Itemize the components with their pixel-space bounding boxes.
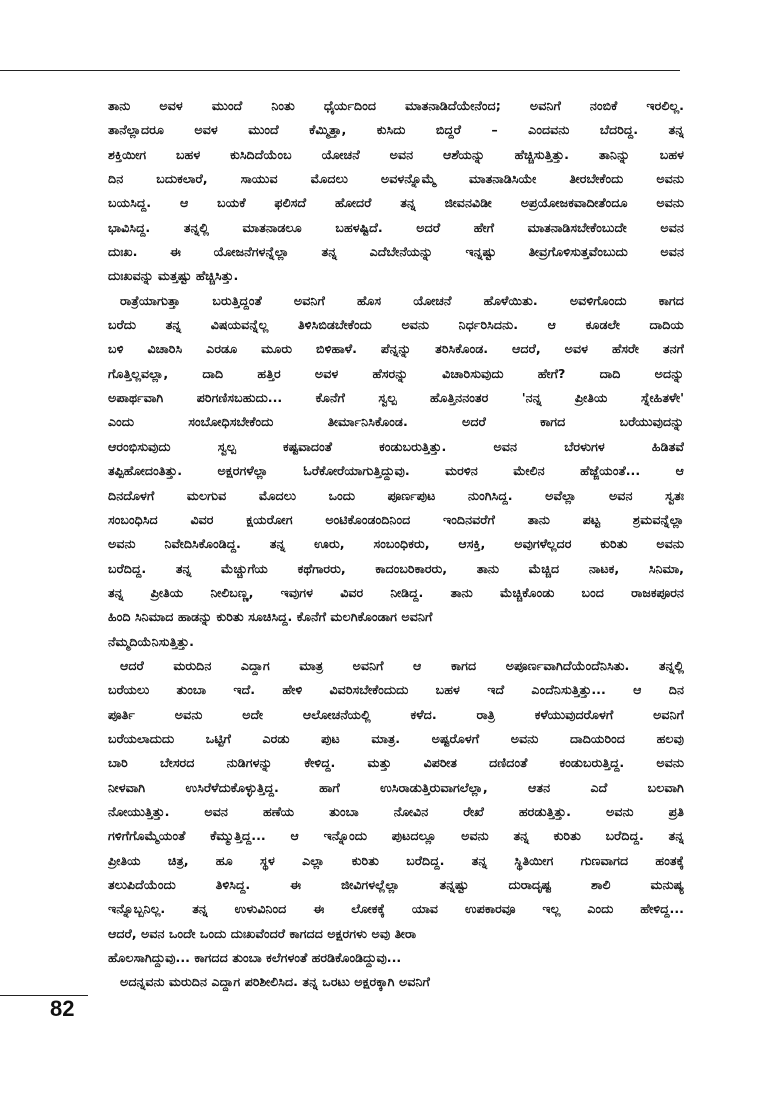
text-line: ಪ್ರೀತಿಯ ಚಿತ್ರ, ಹೂ ಸ್ಥಳ ಎಲ್ಲಾ ಕುರಿತು ಬರೆದಿದ್ದ. ತನ್ನ ಸ್ಥಿತಿಯೀಗ ಗುಣವಾಗದ ಹಂತಕ್ಕೆ	[108, 852, 684, 868]
text-line: ಎಂದು ಸಂಬೋಧಿಸಬೇಕೆಂದು ತೀರ್ಮಾನಿಸಿಕೊಂಡ. ಅದರೆ ಕಾಗದ ಬರೆಯುವುದನ್ನು	[108, 414, 684, 430]
text-line: ಸಂಬಂಧಿಸಿದ ವಿವರ ಕ್ಷಯರೋಗ ಅಂಟಿಕೊಂಡಂದಿನಿಂದ ಇಂದಿನವರೆಗೆ ತಾನು ಪಟ್ಟ ಶ್ರಮವನ್ನೆಲ್ಲಾ	[108, 511, 684, 527]
text-line: ಗೊತ್ತಿಲ್ಲವಲ್ಲಾ, ದಾದಿ ಹತ್ತಿರ ಅವಳ ಹೆಸರನ್ನು ವಿಚಾರಿಸುವುದು ಹೇಗೆ? ದಾದಿ ಅದನ್ನು	[108, 365, 684, 381]
text-line: ತಪ್ಪಿಹೋದಂತಿತ್ತು. ಅಕ್ಷರಗಳೆಲ್ಲಾ ಓರೆಕೋರೆಯಾಗುತ್ತಿದ್ದುವು. ಮರಳಿನ ಮೇಲಿನ ಹೆಜ್ಜೆಯಂತೆ... ಆ	[108, 463, 684, 479]
text-line: ಬರೆಯಲು ತುಂಬಾ ಇದೆ. ಹೇಳಿ ವಿವರಿಸಬೇಕೆಂದುದು ಬಹಳ ಇದೆ ಎಂದೆನಿಸುತ್ತಿತ್ತು... ಆ ದಿನ	[108, 682, 684, 698]
text-line: ಬರೆಯಲಾದುದು ಒಟ್ಟಿಗೆ ಎರಡು ಪುಟ ಮಾತ್ರ. ಅಷ್ಟರೊಳಗೆ ಅವನು ದಾದಿಯರಿಂದ ಹಲವು	[108, 730, 684, 746]
text-line: ಶಕ್ತಿಯೀಗ ಬಹಳ ಕುಸಿದಿದೆಯೆಂಬ ಯೋಚನೆ ಅವನ ಆಶೆಯನ್ನು ಹೆಚ್ಚಿಸುತ್ತಿತ್ತು. ತಾನಿನ್ನು ಬಹಳ	[108, 146, 684, 162]
text-line: ಗಳಿಗೆಗೊಮ್ಮೆಯಂತೆ ಕೆಮ್ಮುತ್ತಿದ್ದ... ಆ ಇನ್ನೊಂದು ಪುಟದಲ್ಲೂ ಅವನು ತನ್ನ ಕುರಿತು ಬರೆದಿದ್ದ. ತನ್ನ	[108, 828, 684, 844]
text-line: ತಲುಪಿದೆಯೆಂದು ತಿಳಿಸಿದ್ದ. ಈ ಜೀವಿಗಳಲ್ಲೆಲ್ಲಾ ತನ್ನಷ್ಟು ದುರಾದೃಷ್ಟ ಶಾಲಿ ಮನುಷ್ಯ	[108, 877, 684, 892]
text-line: ಆದರೆ, ಅವನ ಒಂದೇ ಒಂದು ದುಃಖವೆಂದರೆ ಕಾಗದದ ಅಕ್ಷರಗಳು ಅವು ತೀರಾ	[108, 925, 417, 941]
page-number: 82	[50, 996, 75, 1021]
text-line: ಬಳಿ ವಿಚಾರಿಸಿ ಎರಡೂ ಮೂರು ಬಿಳಿಹಾಳೆ. ಪೆನ್ನನ್ನು ತರಿಸಿಕೊಂಡ. ಆದರೆ, ಅವಳ ಹೆಸರೇ ತನಗೆ	[108, 341, 684, 357]
text-line: ಬರೆದಿದ್ದ. ತನ್ನ ಮೆಚ್ಚುಗೆಯ ಕಥೆಗಾರರು, ಕಾದಂಬರಿಕಾರರು, ತಾನು ಮೆಚ್ಚಿದ ನಾಟಕ, ಸಿನಿಮಾ,	[108, 560, 684, 576]
body-text	[108, 94, 684, 995]
text-line: ಇನ್ನೊಬ್ಬನಿಲ್ಲ. ತನ್ನ ಉಳುವಿನಿಂದ ಈ ಲೋಕಕ್ಕೆ ಯಾವ ಉಪಕಾರವೂ ಇಲ್ಲ ಎಂದು ಹೇಳಿದ್ದ...	[108, 901, 684, 917]
text-line: ನೆಮ್ಮದಿಯೆನಿಸುತ್ತಿತ್ತು.	[108, 633, 194, 649]
text-line: ಅಪಾರ್ಥವಾಗಿ ಪರಿಗಣಿಸಬಹುದು... ಕೊನೆಗೆ ಸ್ವಲ್ಪ ಹೊತ್ತಿನನಂತರ 'ನನ್ನ ಪ್ರೀತಿಯ ಸ್ನೇಹಿತಳೇ'	[108, 390, 684, 406]
text-line: ಅವನು ನಿವೇದಿಸಿಕೊಂಡಿದ್ದ. ತನ್ನ ಊರು, ಸಂಬಂಧಿಕರು, ಆಸಕ್ತಿ, ಅವುಗಳೆಲ್ಲದರ ಕುರಿತು ಅವನು	[108, 536, 684, 552]
text-line: ಹಿಂದಿ ಸಿನಿಮಾದ ಹಾಡನ್ನು ಕುರಿತು ಸೂಚಿಸಿದ್ದ. ಕೊನೆಗೆ ಮಲಗಿಕೊಂಡಾಗ ಅವನಿಗೆ	[108, 609, 433, 625]
text-line: ನೀಳವಾಗಿ ಉಸಿರೆಳೆದುಕೊಳ್ಳುತ್ತಿದ್ದ. ಹಾಗೆ ಉಸಿರಾಡುತ್ತಿರುವಾಗಲೆಲ್ಲಾ, ಆತನ ಎದೆ ಬಲವಾಗಿ	[108, 779, 684, 795]
text-line: ದಿನದೊಳಗೆ ಮಲಗುವ ಮೊದಲು ಒಂದು ಪೂರ್ಣಪುಟ ನುಂಗಿಸಿದ್ದ. ಅವೆಲ್ಲಾ ಅವನ ಸ್ವತಃ	[108, 487, 684, 503]
text-line: ರಾತ್ರೆಯಾಗುತ್ತಾ ಬರುತ್ತಿದ್ದಂತೆ ಅವನಿಗೆ ಹೊಸ ಯೋಚನೆ ಹೊಳೆಯಿತು. ಅವಳಿಗೊಂದು ಕಾಗದ	[120, 292, 684, 308]
text-line: ತನ್ನ ಪ್ರೀತಿಯ ನೀಲಿಬಣ್ಣ, ಇವುಗಳ ವಿವರ ನೀಡಿದ್ದ. ತಾನು ಮೆಚ್ಚಿಕೊಂಡು ಬಂದ ರಾಜಕಪೂರನ	[108, 584, 684, 600]
text-line: ಅದನ್ನವನು ಮರುದಿನ ಎದ್ದಾಗ ಪರಿಶೀಲಿಸಿದ. ತನ್ನ ಒರಟು ಅಕ್ಷರಕ್ಕಾಗಿ ಅವನಿಗೆ	[120, 974, 430, 990]
text-line: ಹೊಲಸಾಗಿದ್ದುವು... ಕಾಗದದ ತುಂಬಾ ಕಲೆಗಳಂತೆ ಹರಡಿಕೊಂಡಿದ್ದುವು...	[108, 950, 402, 966]
text-line: ದುಃಖ. ಈ ಯೋಜನೆಗಳನ್ನೆಲ್ಲಾ ತನ್ನ ಎದೆಬೇನೆಯನ್ನು ಇನ್ನಷ್ಟು ತೀವ್ರಗೊಳಿಸುತ್ತವೆಂಬುದು ಅವನ	[108, 244, 684, 260]
text-line: ತಾನೆಲ್ಲಾದರೂ ಅವಳ ಮುಂದೆ ಕೆಮ್ಮಿತ್ತಾ, ಕುಸಿದು ಬಿದ್ದರೆ – ಎಂದವನು ಬೆದರಿದ್ದ. ತನ್ನ	[108, 122, 684, 138]
text-line: ತಾನು ಅವಳ ಮುಂದೆ ನಿಂತು ಧೈರ್ಯದಿಂದ ಮಾತನಾಡಿದೆಯೇನೆಂದ; ಅವನಿಗೆ ನಂಬಿಕೆ ಇರಲಿಲ್ಲ.	[108, 98, 684, 113]
header-rule	[0, 70, 680, 71]
text-line: ಬಾರಿ ಬೇಸರದ ನುಡಿಗಳನ್ನು ಕೇಳಿದ್ದ. ಮತ್ತು ವಿಪರೀತ ದಣಿದಂತೆ ಕಂಡುಬರುತ್ತಿದ್ದ. ಅವನು	[108, 755, 684, 771]
text-line: ಪೂರ್ತಿ ಅವನು ಅದೇ ಆಲೋಚನೆಯಲ್ಲಿ ಕಳೆದ. ರಾತ್ರಿ ಕಳೆಯುವುದರೊಳಗೆ ಅವನಿಗೆ	[108, 706, 684, 722]
text-line: ದಿನ ಬದುಕಲಾರೆ, ಸಾಯುವ ಮೊದಲು ಅವಳನ್ನೊಮ್ಮೆ ಮಾತನಾಡಿಸಿಯೇ ತೀರಬೇಕೆಂದು ಅವನು	[108, 171, 684, 187]
text-line: ಭಾವಿಸಿದ್ದ. ತನ್ನಲ್ಲಿ ಮಾತನಾಡಲೂ ಬಹಳಷ್ಟಿದೆ. ಅದರೆ ಹೇಗೆ ಮಾತನಾಡಿಸಬೇಕೆಂಬುದೇ ಅವನ	[108, 219, 684, 235]
text-line: ಆದರೆ ಮರುದಿನ ಎದ್ದಾಗ ಮಾತ್ರ ಅವನಿಗೆ ಆ ಕಾಗದ ಅಪೂರ್ಣವಾಗಿದೆಯೆಂದೆನಿಸಿತು. ತನ್ನಲ್ಲಿ	[120, 657, 684, 673]
text-line: ಆರಂಭಿಸುವುದು ಸ್ವಲ್ಪ ಕಷ್ಟವಾದಂತೆ ಕಂಡುಬರುತ್ತಿತ್ತು. ಅವನ ಬೆರಳುಗಳ ಹಿಡಿತವೆ	[108, 438, 684, 454]
text-line: ನೋಯುತ್ತಿತ್ತು. ಅವನ ಹಣೆಯ ತುಂಬಾ ನೋವಿನ ರೇಖೆ ಹರಡುತ್ತಿತ್ತು. ಅವನು ಪ್ರತಿ	[108, 803, 684, 819]
text-line: ಬಯಸಿದ್ದ. ಆ ಬಯಕೆ ಫಲಿಸದೆ ಹೋದರೆ ತನ್ನ ಜೀವನವಿಡೀ ಅಪ್ರಯೋಜಕವಾದೀತೆಂದೂ ಅವನು	[108, 195, 684, 211]
text-line: ದುಃಖವನ್ನು ಮತ್ತಷ್ಟು ಹೆಚ್ಚಿಸಿತ್ತು.	[108, 268, 239, 284]
text-line: ಬರೆದು ತನ್ನ ವಿಷಯವನ್ನೆಲ್ಲ ತಿಳಿಸಿಬಿಡಬೇಕೆಂದು ಅವನು ನಿರ್ಧರಿಸಿದನು. ಆ ಕೂಡಲೇ ದಾದಿಯ	[108, 317, 684, 333]
